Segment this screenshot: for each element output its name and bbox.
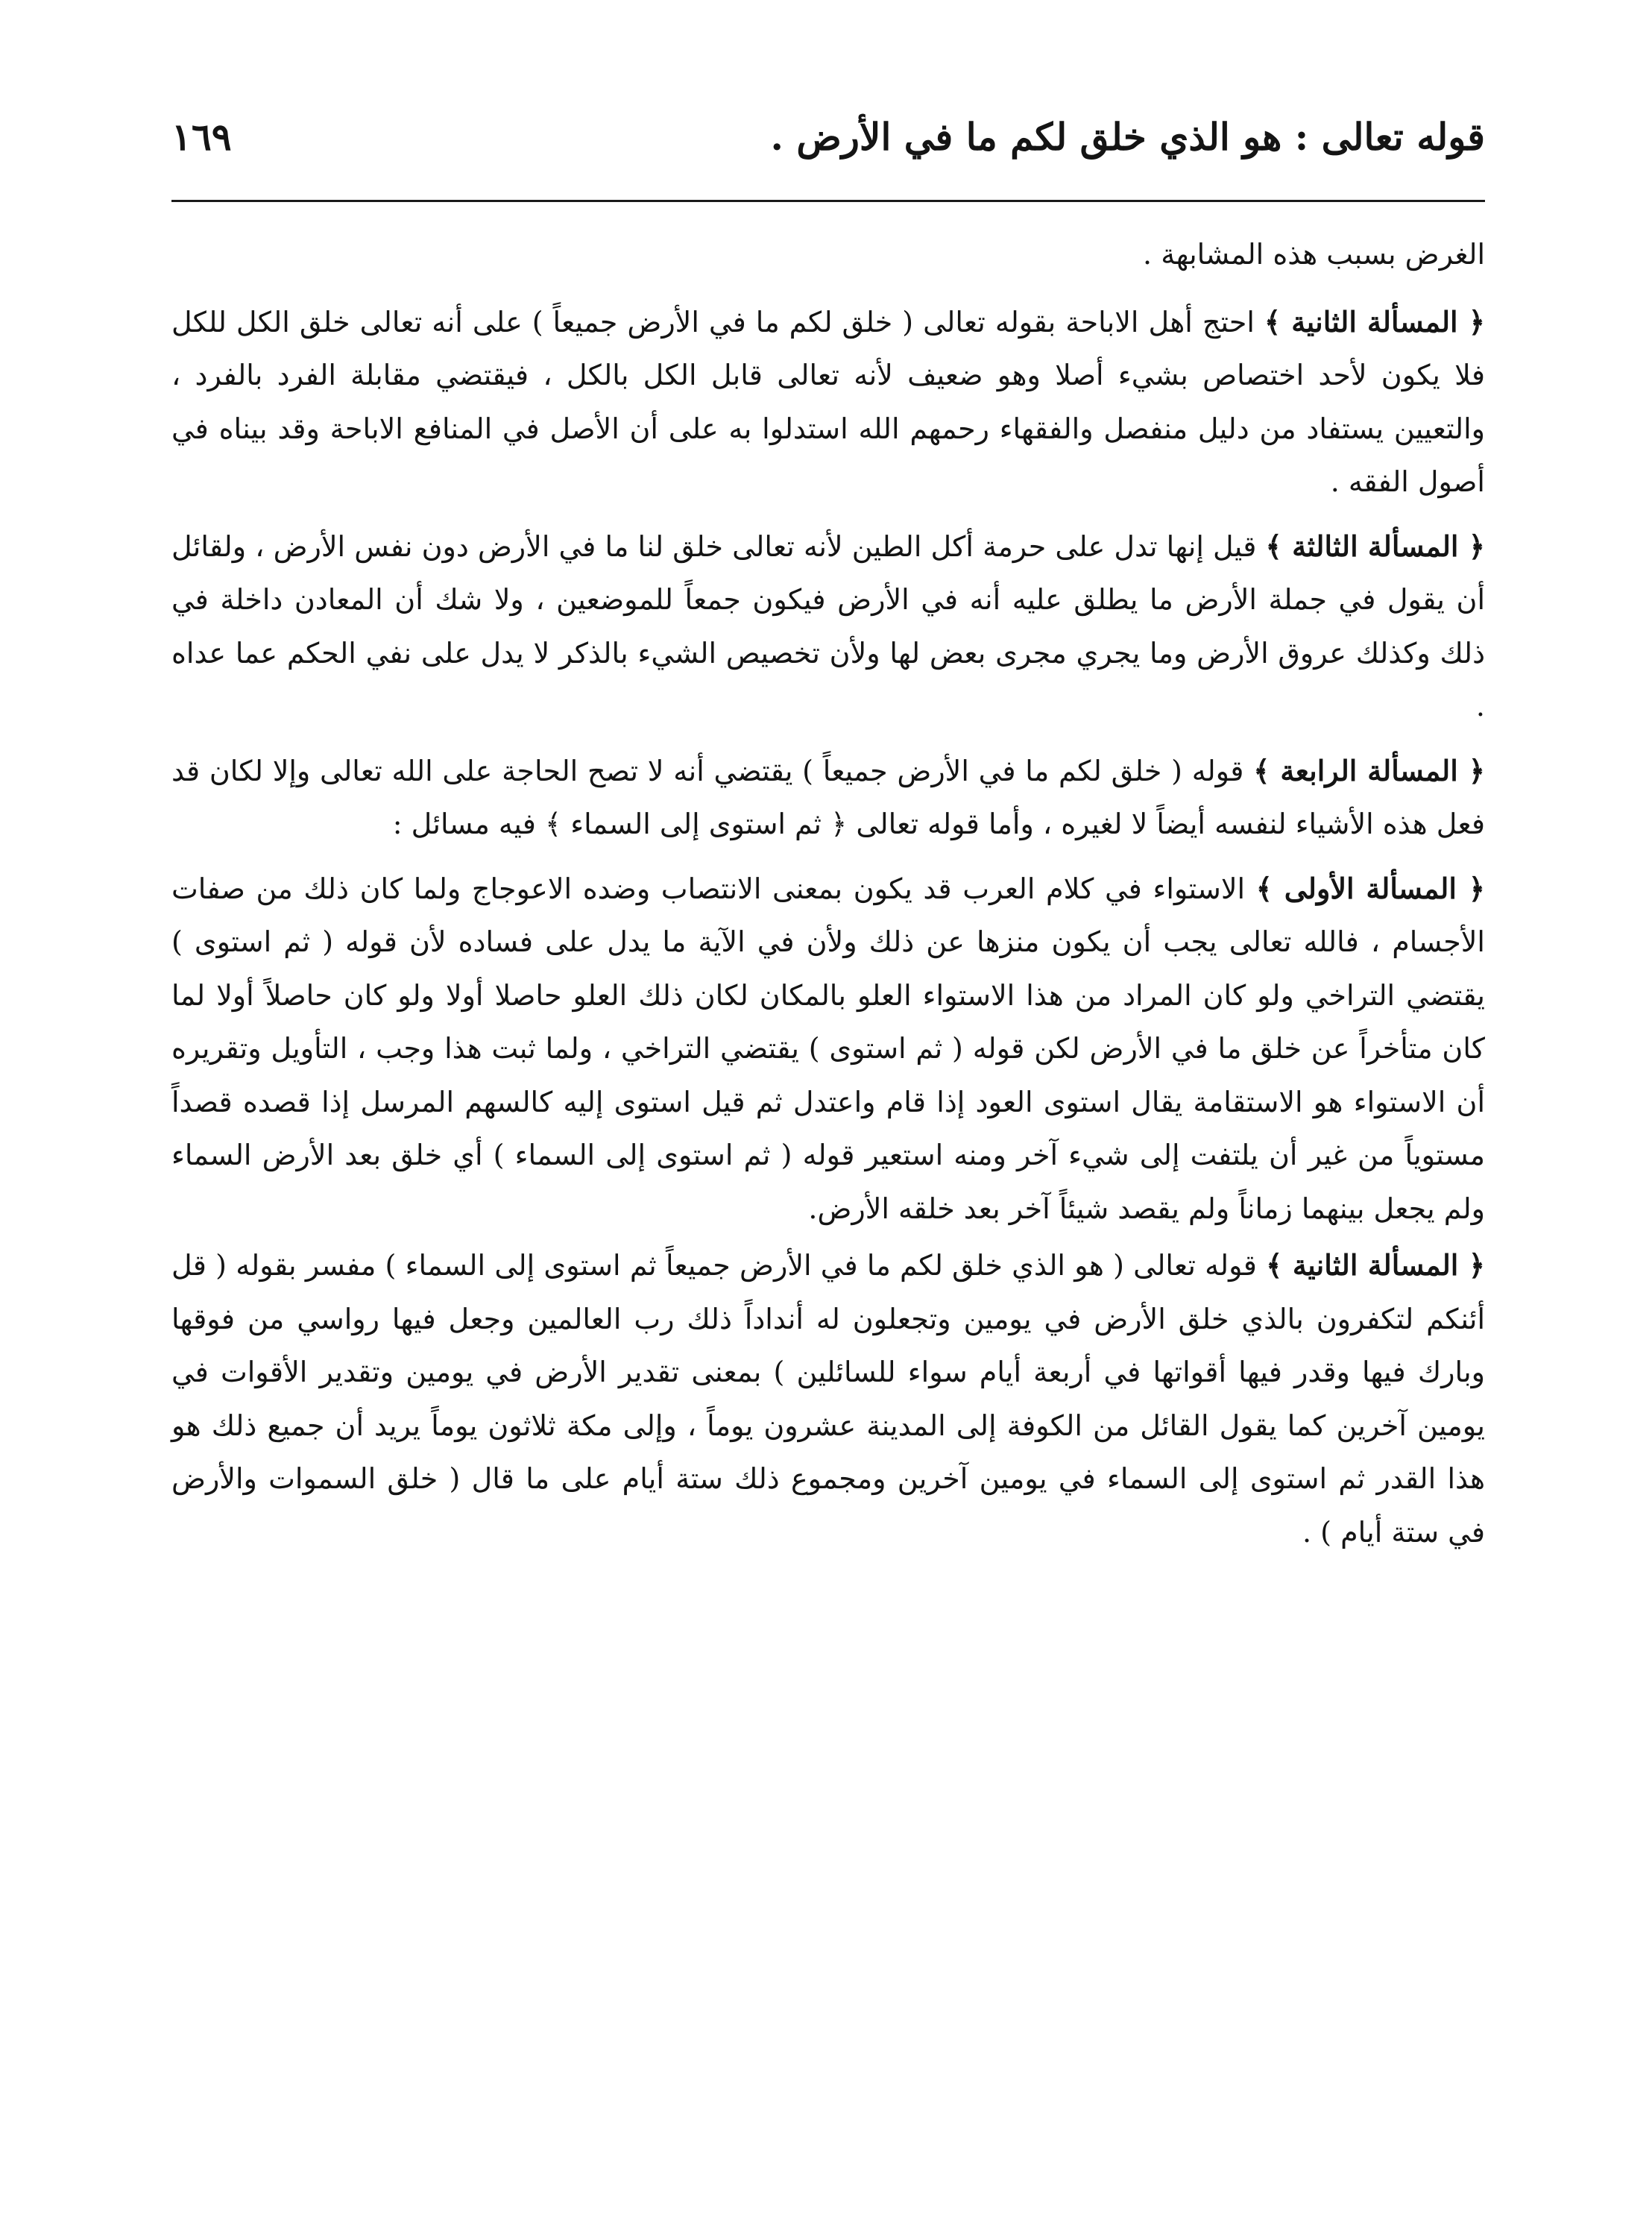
page-number: ١٦٩ bbox=[171, 115, 232, 159]
paragraph-text: الاستواء في كلام العرب قد يكون بمعنى الانتصاب وضده الاعوجاج ولما كان ذلك من صفات الأجسام ، فالله تعالى يجب أن يكون منزها عن ذلك ولأن في الآية ما يدل على فساده لأن قوله ( ثم استوى ) يقتضي التراخي ولو كان المراد من هذا الاستواء العلو بالمكان لكان ذلك العلو حاصلا أولا ولو كان حاصلاً أولا لما كان متأخراً عن خلق ما في الأرض لكن قوله ( ثم استوى ) يقتضي التراخي ، ولما ثبت هذا وجب ، التأويل وتقريره أن الاستواء هو الاستقامة يقال استوى العود إذا قام واعتدل ثم قيل استوى إليه كالسهم المرسل إذا قصده قصداً مستوياً من غير أن يلتفت إلى شيء آخر ومنه استعير قوله ( ثم استوى إلى السماء ) أي خلق بعد الأرض السماء ولم يجعل بينهما زماناً ولم يقصد شيئاً آخر بعد خلقه الأرض. bbox=[171, 872, 1485, 1225]
running-header bbox=[171, 110, 1485, 170]
header-rule bbox=[171, 200, 1485, 202]
header-title: قوله تعالى : هو الذي خلق لكم ما في الأرض . bbox=[770, 115, 1485, 159]
paragraph-text: الغرض بسبب هذه المشابهة . bbox=[1143, 238, 1485, 271]
paragraph-issue-2 bbox=[171, 295, 1485, 509]
paragraph-issue-4 bbox=[171, 744, 1485, 852]
section-heading: ﴿ المسألة الأولى ﴾ bbox=[1255, 871, 1485, 905]
paragraph-issue-1b bbox=[171, 862, 1485, 1236]
paragraph-continuation bbox=[171, 228, 1485, 282]
section-heading: ﴿ المسألة الثالثة ﴾ bbox=[1265, 529, 1485, 563]
section-heading: ﴿ المسألة الثانية ﴾ bbox=[1266, 1248, 1485, 1282]
main-text bbox=[171, 228, 1485, 1570]
paragraph-text: قوله تعالى ( هو الذي خلق لكم ما في الأرض جميعاً ثم استوى إلى السماء ) مفسر بقوله ( قل أئنكم لتكفرون بالذي خلق الأرض في يومين وتجعلون له أنداداً ذلك رب العالمين وجعل فيها رواسي من فوقها وبارك فيها وقدر فيها أقواتها في أربعة أيام سواء للسائلين ) بمعنى تقدير الأرض في يومين وتقدير الأقوات في يومين آخرين كما يقول القائل من الكوفة إلى المدينة عشرون يوماً ، وإلى مكة ثلاثون يوماً يريد أن جميع ذلك هو هذا القدر ثم استوى إلى السماء في يومين آخرين ومجموع ذلك ستة أيام على ما قال ( خلق السموات والأرض في ستة أيام ) . bbox=[171, 1249, 1485, 1549]
section-heading: ﴿ المسألة الثانية ﴾ bbox=[1264, 304, 1485, 339]
paragraph-text: احتج أهل الاباحة بقوله تعالى ( خلق لكم ما في الأرض جميعاً ) على أنه تعالى خلق الكل للكل فلا يكون لأحد اختصاص بشيء أصلا وهو ضعيف لأنه تعالى قابل الكل بالكل ، فيقتضي مقابلة الفرد بالفرد ، والتعيين يستفاد من دليل منفصل والفقهاء رحمهم الله استدلوا به على أن الأصل في المنافع الاباحة وقد بيناه في أصول الفقه . bbox=[171, 305, 1485, 498]
section-heading: ﴿ المسألة الرابعة ﴾ bbox=[1253, 753, 1485, 787]
paragraph-text: قوله ( خلق لكم ما في الأرض جميعاً ) يقتضي أنه لا تصح الحاجة على الله تعالى وإلا لكان قد فعل هذه الأشياء لنفسه أيضاً لا لغيره ، وأما قوله تعالى ﴿ ثم استوى إلى السماء ﴾ فيه مسائل : bbox=[171, 754, 1485, 840]
paragraph-issue-2b bbox=[171, 1238, 1485, 1559]
paragraph-text: قيل إنها تدل على حرمة أكل الطين لأنه تعالى خلق لنا ما في الأرض دون نفس الأرض ، ولقائل أن يقول في جملة الأرض ما يطلق عليه أنه في الأرض فيكون جمعاً للموضعين ، ولا شك أن المعادن داخلة في ذلك وكذلك عروق الأرض وما يجري مجرى بعض لها ولأن تخصيص الشيء بالذكر لا يدل على نفي الحكم عما عداه . bbox=[171, 529, 1485, 723]
paragraph-issue-3 bbox=[171, 520, 1485, 734]
